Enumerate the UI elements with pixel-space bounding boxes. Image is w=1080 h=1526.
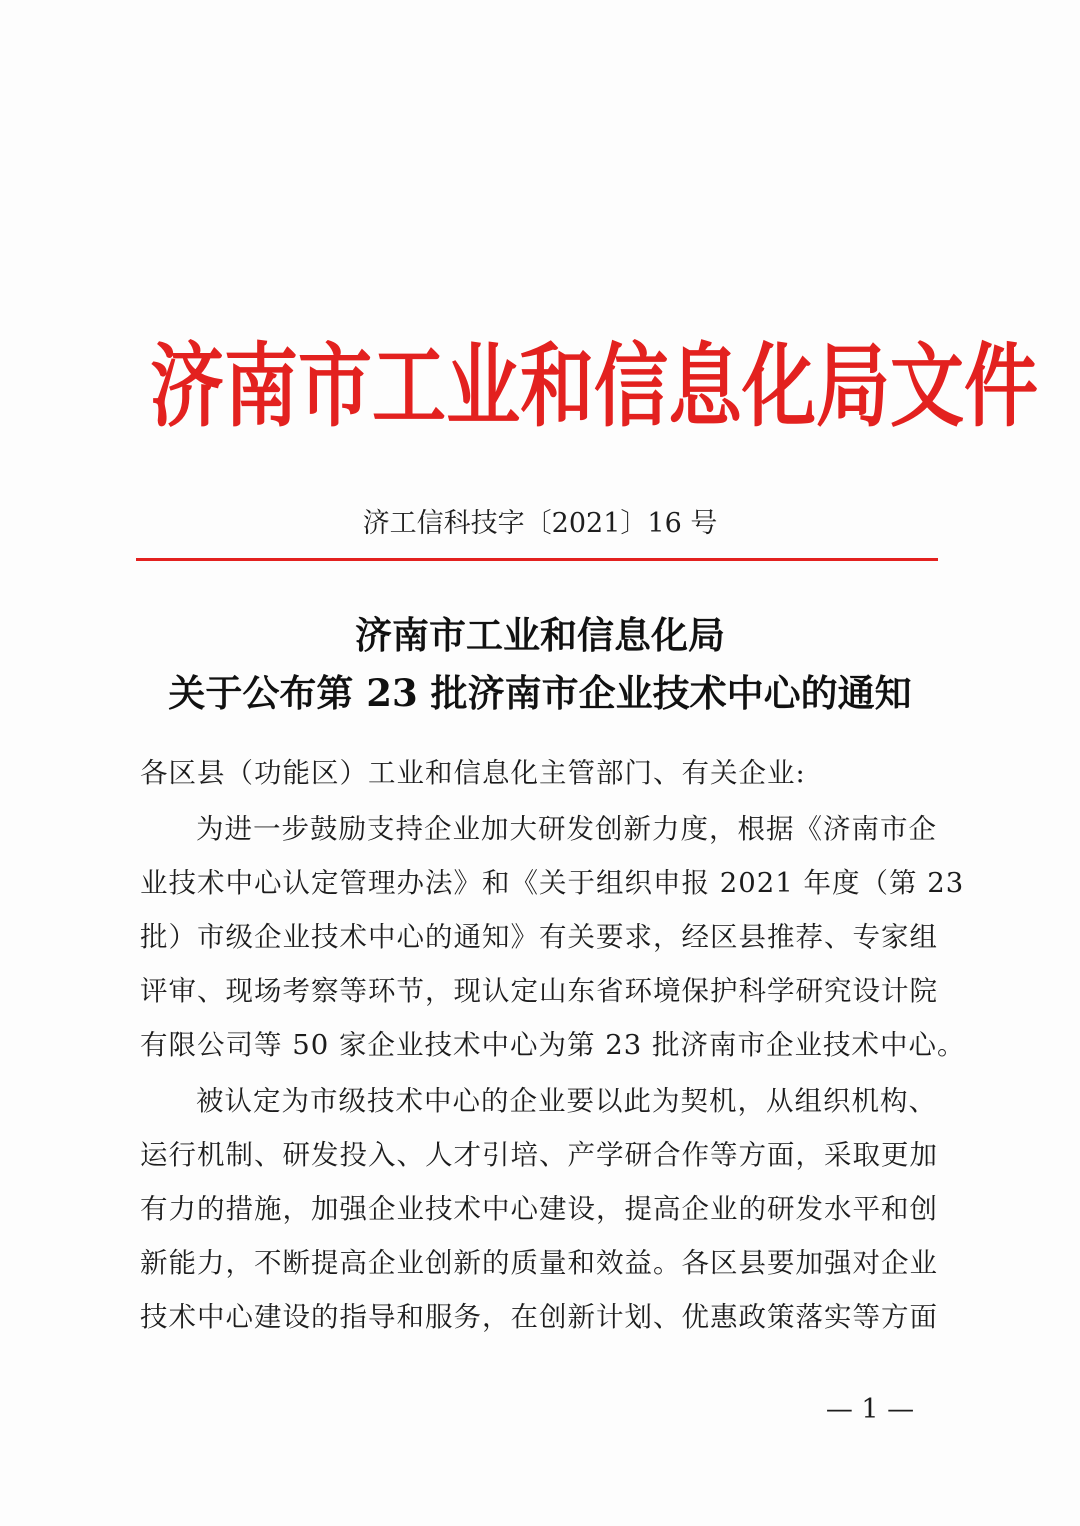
notice-title bbox=[120, 606, 960, 722]
paragraph-1-line: 有限公司等 50 家企业技术中心为第 23 批济南市企业技术中心。 bbox=[140, 1029, 966, 1061]
paragraph-2-line: 新能力，不断提高企业创新的质量和效益。各区县要加强对企业 bbox=[140, 1247, 938, 1279]
title-line-1: 济南市工业和信息化局 bbox=[355, 613, 725, 657]
paragraph-2-line: 技术中心建设的指导和服务，在创新计划、优惠政策落实等方面 bbox=[140, 1301, 938, 1333]
paragraph-1-line: 评审、现场考察等环节，现认定山东省环境保护科学研究设计院 bbox=[140, 975, 938, 1007]
salutation: 各区县（功能区）工业和信息化主管部门、有关企业: bbox=[140, 757, 806, 789]
document-number: 济工信科技字〔2021〕16 号 bbox=[362, 508, 718, 539]
paragraph-2-line: 有力的措施，加强企业技术中心建设，提高企业的研发水平和创 bbox=[140, 1193, 938, 1225]
issuer-header: 济南市工业和信息化局文件 bbox=[150, 334, 1038, 440]
paragraph-1-line: 为进一步鼓励支持企业加大研发创新力度，根据《济南市企 bbox=[196, 813, 937, 845]
paragraph-1-line: 批）市级企业技术中心的通知》有关要求，经区县推荐、专家组 bbox=[140, 921, 938, 953]
paragraph-1-line: 业技术中心认定管理办法》和《关于组织申报 2021 年度（第 23 bbox=[140, 867, 965, 899]
paragraph-2-line: 运行机制、研发投入、人才引培、产学研合作等方面，采取更加 bbox=[140, 1139, 938, 1171]
red-divider-rule bbox=[136, 558, 938, 561]
title-line-2: 关于公布第 23 批济南市企业技术中心的通知 bbox=[168, 671, 912, 715]
page-number: — 1 — bbox=[825, 1394, 915, 1425]
paragraph-2-line: 被认定为市级技术中心的企业要以此为契机，从组织机构、 bbox=[196, 1085, 937, 1117]
